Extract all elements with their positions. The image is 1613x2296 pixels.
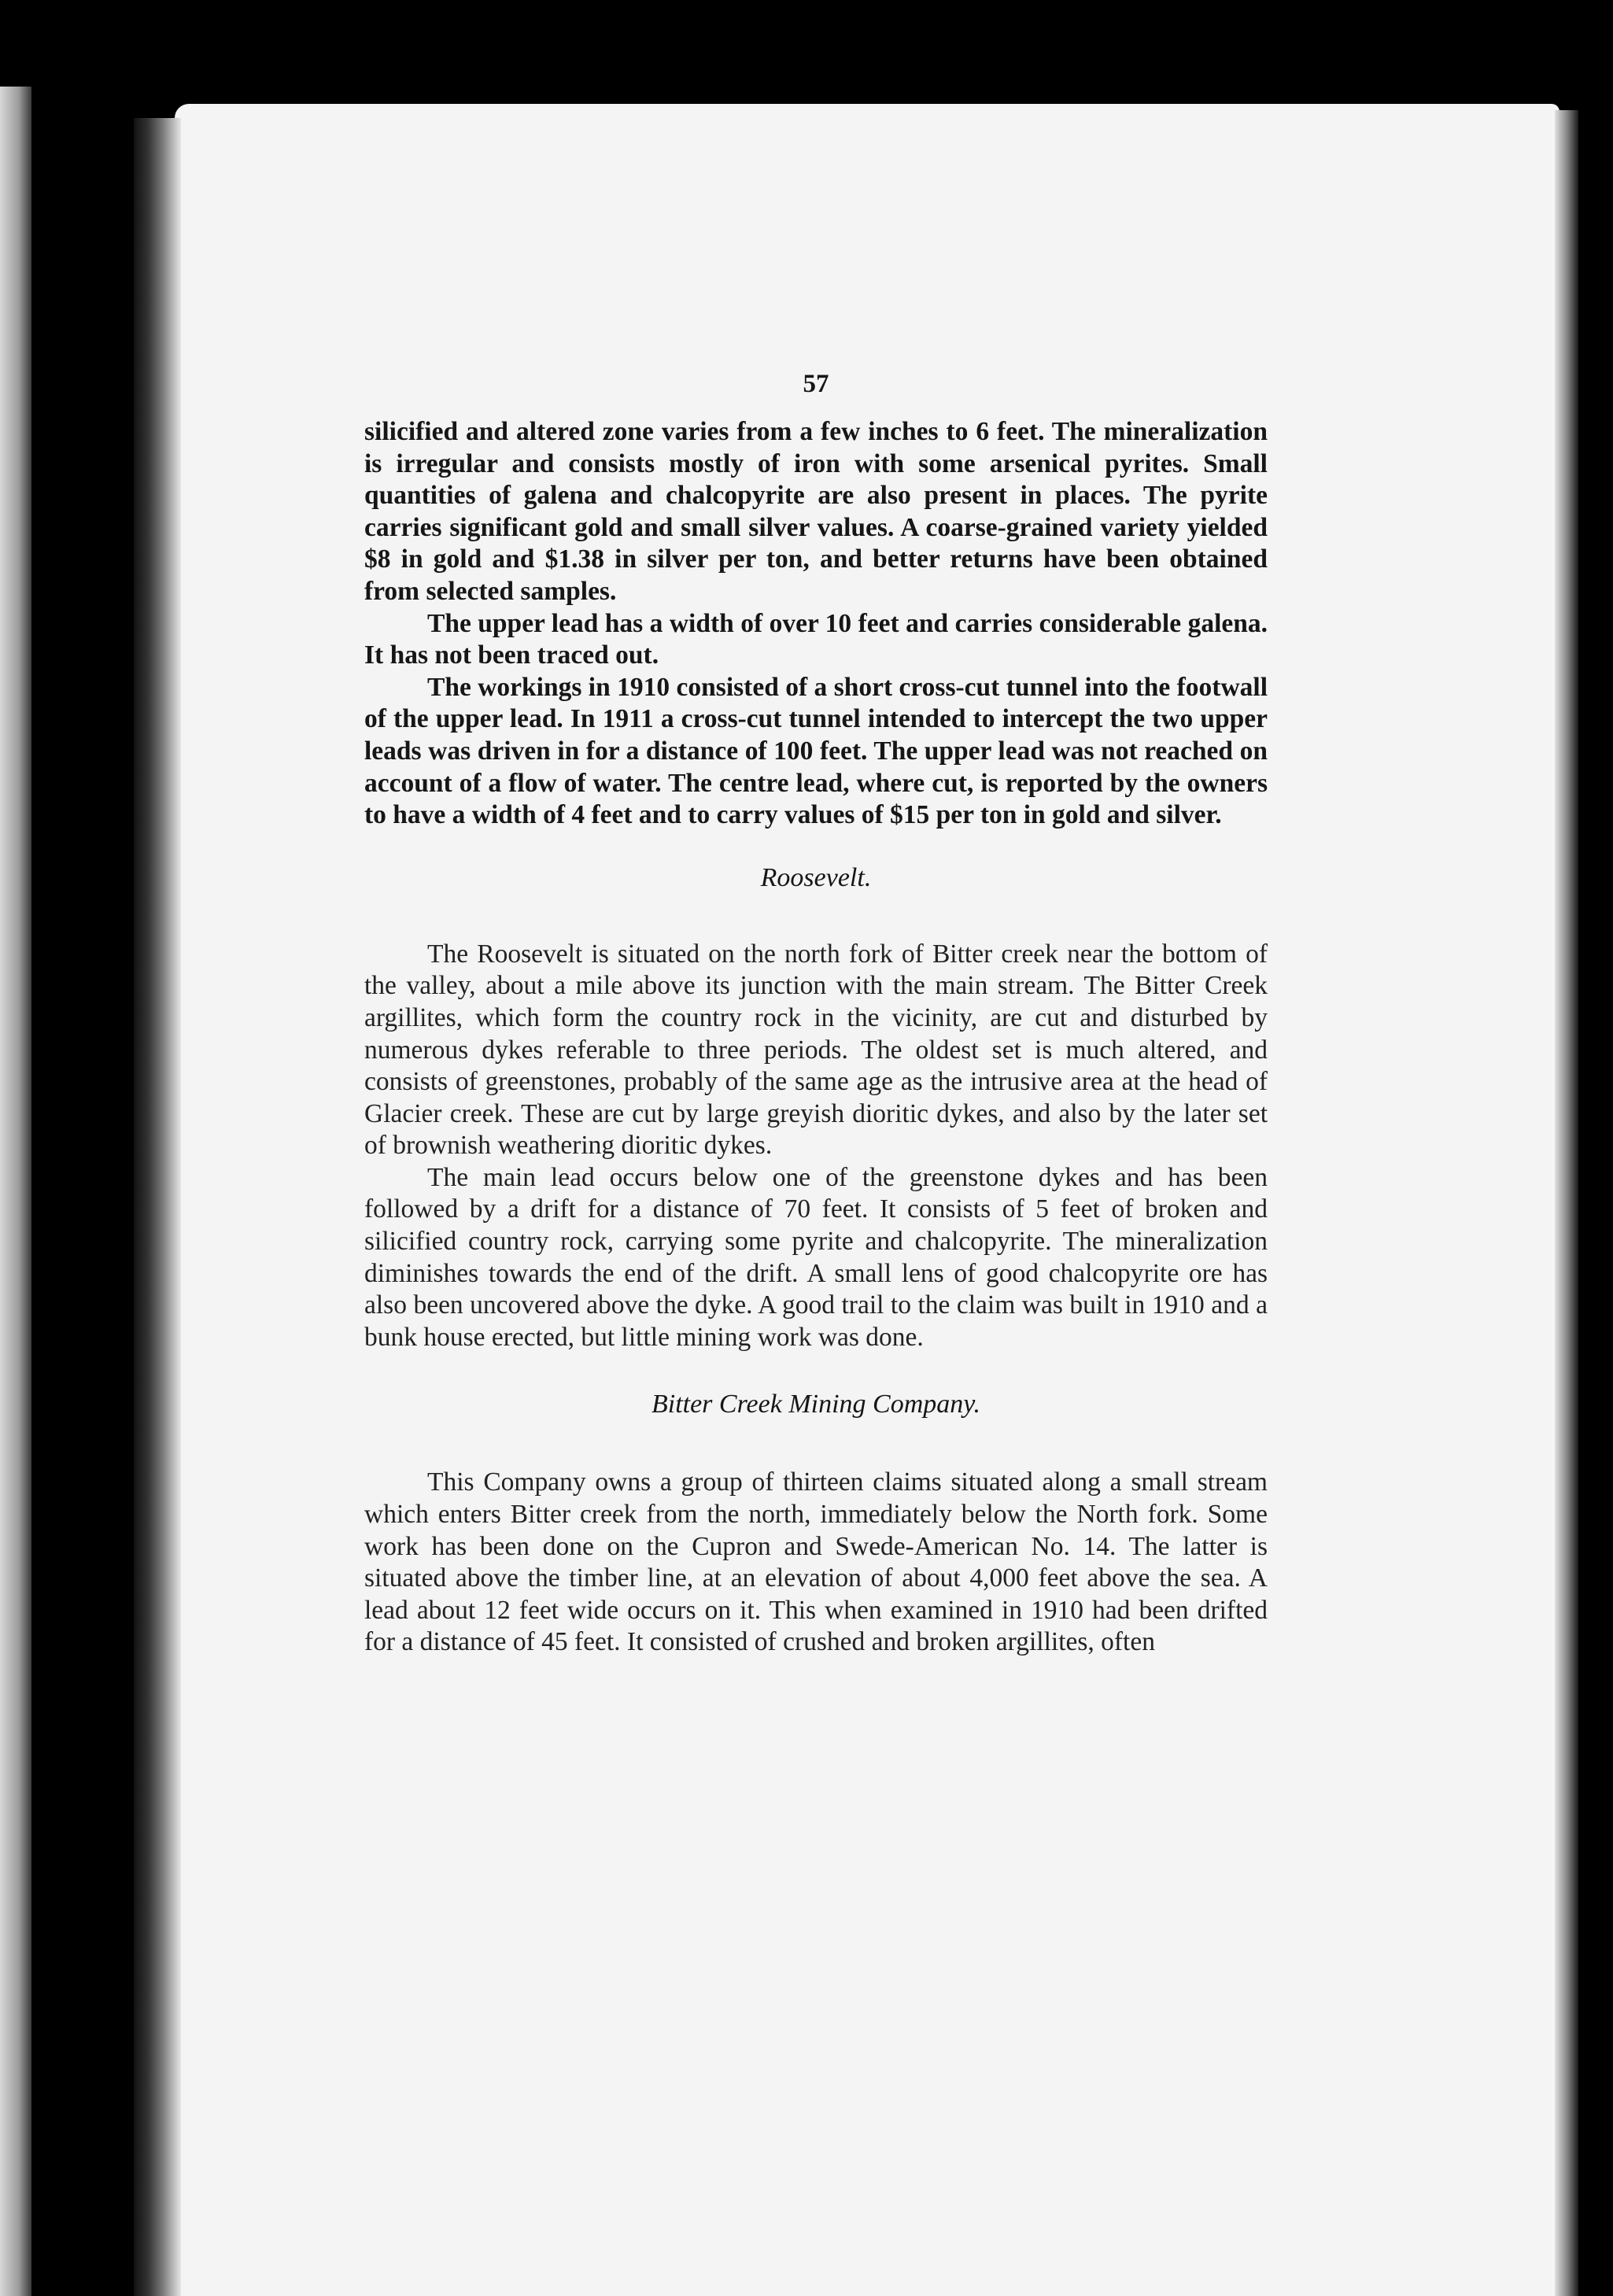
paragraph-upper-lead: The upper lead has a width of over 10 feet and carries considerable galena. It has not been traced out.	[364, 608, 1268, 670]
bitter-creek-section	[364, 1467, 1268, 1659]
book-binding	[134, 118, 181, 2296]
heading-bitter-creek-mining-company: Bitter Creek Mining Company.	[651, 1390, 980, 1419]
paragraph-roosevelt-main-lead: The main lead occurs below one of the greenstone dykes and has been followed by a drift for a distance of 70 feet. It consists of 5 feet of broken and silicified country rock, carrying some pyrite and chalcopyrite. The mineralization diminishes towards the end of the drift. A small lens of good chalcopyrite ore has also been uncovered above the dyke. A good trail to the claim was built in 1910 and a bunk house erected, but little mining work was done.	[364, 1162, 1268, 1352]
page-number: 57	[803, 370, 829, 398]
paragraph-silicified-zone: silicified and altered zone varies from a few inches to 6 feet. The mineralization is irregular and consists mostly of iron with some arsenical pyrites. Small quantities of galena and chalcopyrite are also present in places. The pyrite carries significant gold and small silver values. A coarse-grained variety yielded $8 in gold and $1.38 in silver per ton, and better returns have been obtained from selected samples.	[364, 417, 1268, 606]
intro-section	[364, 416, 1268, 832]
heading-roosevelt: Roosevelt.	[760, 862, 872, 892]
right-page-edge	[1555, 110, 1578, 2296]
roosevelt-section	[364, 939, 1268, 1354]
page-content	[364, 370, 1268, 1659]
left-page-edge	[0, 87, 31, 2296]
paragraph-roosevelt-location: The Roosevelt is situated on the north fork of Bitter creek near the bottom of the valley, about a mile above its junction with the main stream. The Bitter Creek argillites, which form the country rock in the vicinity, are cut and disturbed by numerous dykes referable to three periods. The oldest set is much altered, and consists of greenstones, probably of the same age as the intrusive area at the head of Glacier creek. These are cut by large greyish dioritic dykes, and also by the later set of brownish weathering dioritic dykes.	[364, 939, 1268, 1161]
paragraph-workings: The workings in 1910 consisted of a short cross-cut tunnel into the footwall of the upper lead. In 1911 a cross-cut tunnel intended to intercept the two upper leads was driven in for a distance of 100 feet. The upper lead was not reached on account of a flow of water. The centre lead, where cut, is reported by the owners to have a width of 4 feet and to carry values of $15 per ton in gold and silver.	[364, 672, 1268, 830]
paragraph-bitter-creek-claims: This Company owns a group of thirteen claims situated along a small stream which enters Bitter creek from the north, immediately below the North fork. Some work has been done on the Cupron and Swede-American No. 14. The latter is situated above the timber line, at an elevation of about 4,000 feet above the sea. A lead about 12 feet wide occurs on it. This when examined in 1910 had been drifted for a distance of 45 feet. It consisted of crushed and broken argillites, often	[364, 1467, 1268, 1657]
